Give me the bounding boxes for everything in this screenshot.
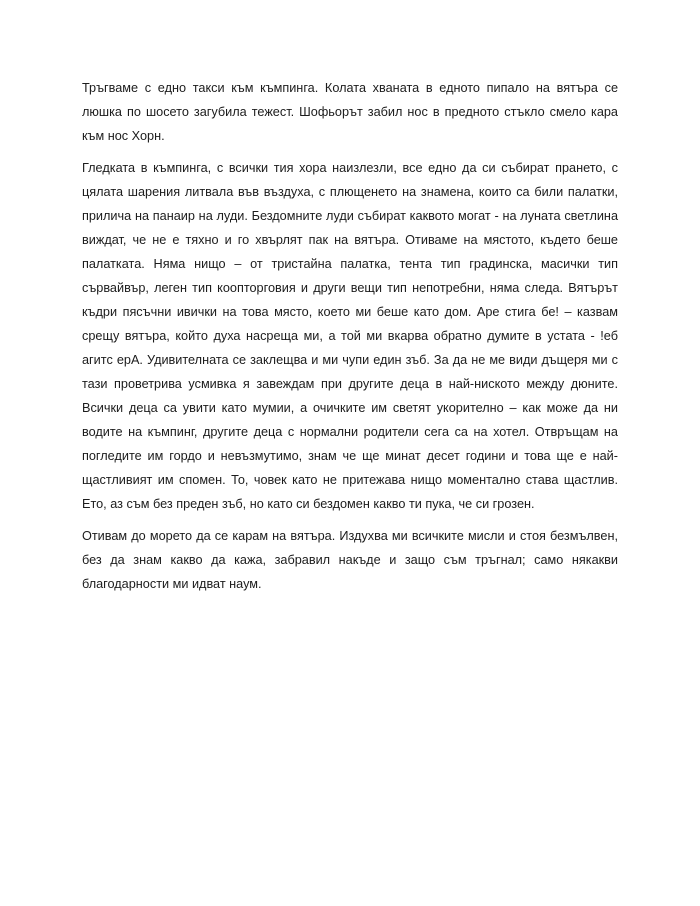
document-body — [82, 76, 618, 604]
paragraph-1: Тръгваме с едно такси към къмпинга. Колата хваната в едното пипало на вятъра се люшка по шосето загубила тежест. Шофьорът забил нос в предното стъкло смело кара към нос Хорн. — [82, 81, 618, 143]
paragraph-3: Отивам до морето да се карам на вятъра. Издухва ми всичките мисли и стоя безмълвен, без да знам какво да кажа, забравил накъде и защо съм тръгнал; само някакви благодарности ми идват наум. — [82, 529, 618, 591]
paragraph-2: Гледката в къмпинга, с всички тия хора наизлезли, все едно да си събират прането, с цялата шарения литвала във въздуха, с плющенето на знамена, които са били палатки, прилича на панаир на луди. Бездомните луди събират каквото могат - на луната светлина виждат, че не е тяхно и го хвърлят пак на вятъра. Отиваме на мястото, където беше палатката. Няма нищо – от тристайна палатка, тента тип градинска, масички тип сървайвър, леген тип коопторговия и други вещи тип непотребни, няма следа. Вятърът къдри пясъчни ивички на това място, което ми беше като дом. Аре стига бе! – казвам срещу вятъра, който духа насреща ми, а той ми вкарва обратно думите в устата - !еб агитс ерА. Удивителната се заклещва и ми чупи един зъб. За да не ме види дъщеря ми с тази проветрива усмивка я завеждам при другите деца в най-ниското между дюните. Всички деца са увити като мумии, а очичките им светят укорително – как може да ни водите на къмпинг, другите деца с нормални родители сега са на хотел. Отвръщам на погледите им гордо и невъзмутимо, знам че ще минат десет години и това ще е най-щастливият им спомен. То, човек като не притежава нищо моментално става щастлив. Ето, аз съм без преден зъб, но като си бездомен какво ти пука, че си грозен. — [82, 161, 618, 511]
